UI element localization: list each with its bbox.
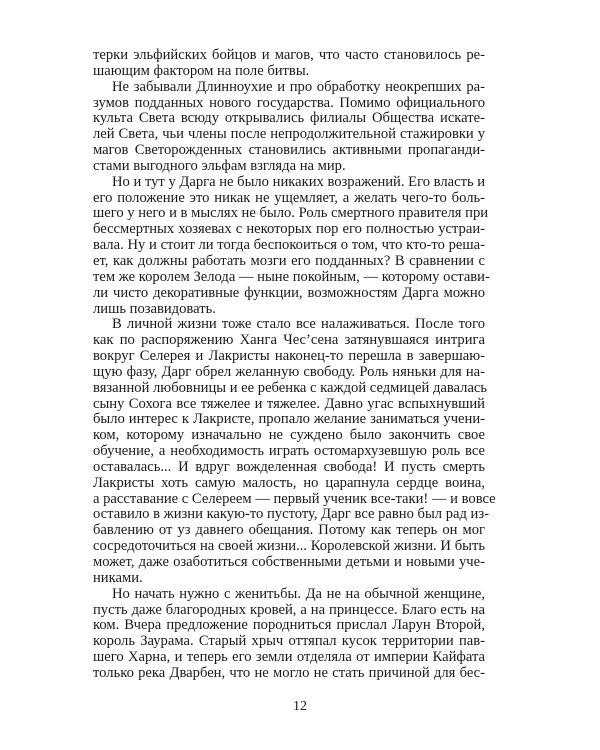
text-line: а расставание с Селереем — первый ученик все-таки! — и вовсе: [93, 490, 496, 507]
text-line: никами.: [93, 569, 143, 586]
text-line: только река Дварбен, что не могло не стать причиной для бес-: [93, 664, 485, 681]
text-line: король Заурама. Старый хрыч оттяпал кусок территории пав-: [93, 633, 485, 650]
text-line: бессмертных хозяевах с некоторых пор его полностью устраи-: [93, 221, 485, 238]
text-line: оставалась... И вдруг вожделенная свобода! И пусть смерть: [93, 458, 485, 475]
text-line: вала. Ну и стоит ли тогда беспокоиться о том, что кто-то реша-: [93, 237, 485, 254]
text-line: как по распоряжению Ханга Чес’сена затянувшаяся интрига: [93, 332, 485, 349]
text-line: бавлению от уз давнего обещания. Потому как теперь он мог: [93, 522, 485, 539]
text-line: тем же королем Зелода — ныне покойным, — которому остави-: [93, 268, 490, 285]
text-line: пусть даже благородных кровей, а на принцессе. Благо есть на: [93, 601, 485, 618]
text-line: может, даже озаботиться собственными детьми и новыми уче-: [93, 554, 485, 570]
text-line: ли чисто декоративные функции, возможностям Дарга можно: [93, 284, 485, 301]
text-line: шего Харна, и теперь его земли отделяла от империи Кайфата: [93, 649, 485, 666]
text-line: его положение это никак не ущемляет, а желать чего-то боль-: [93, 189, 485, 206]
page-number: 12: [293, 699, 307, 714]
text-line: Лакристы хоть самую малость, но царапнула сердце воина,: [93, 474, 485, 491]
text-line: сосредоточиться на своей жизни... Королевской жизни. И быть: [93, 538, 485, 555]
paragraph-first-line: Но начать нужно с женитьбы. Да не на обычной женщине,: [112, 585, 485, 602]
text-line: ет, как должны работать мозги его подданных? В сравнении с: [93, 252, 485, 269]
text-line: ком. Вчера предложение породниться прислал Ларун Второй,: [93, 617, 485, 634]
text-line: стами выгодного эльфам взгляда на мир.: [93, 157, 346, 174]
text-line: было интерес к Лакристе, пропало желание заниматься учени-: [93, 411, 485, 428]
paragraph-first-line: Но и тут у Дарга не было никаких возражений. Его власть и: [112, 173, 486, 190]
body-text: [93, 47, 496, 682]
text-line: обучение, а необходимость играть остомархузевшую роль все: [93, 443, 485, 460]
text-line: лей Света, чьи члены после непродолжительной стажировки у: [93, 126, 485, 143]
paragraph-first-line: Не забывали Длинноухие и про обработку неокрепших ра-: [112, 78, 485, 95]
text-line: шего у него и в мыслях не было. Роль смертного правителя при: [93, 205, 489, 222]
text-line: культа Света всюду открывались филиалы Общества искате-: [93, 110, 485, 127]
text-line: лишь позавидовать.: [93, 300, 216, 317]
paragraph-first-line: В личной жизни тоже стало все налаживаться. После того: [112, 316, 485, 333]
text-line: зумов подданных нового государства. Помимо официального: [93, 94, 485, 111]
text-line: сыну Сохога все тяжелее и тяжелее. Давно угас вспыхнувший: [93, 395, 485, 412]
text-line: вокруг Селерея и Лакристы наконец-то перешла в завершаю-: [93, 348, 485, 365]
text-line: вязанной любовницы и ее ребенка с каждой седмицей давалась: [93, 379, 488, 396]
text-line: щую фазу, Дарг обрел желанную свободу. Роль няньки для на-: [93, 363, 485, 380]
text-line: шающим фактором на поле битвы.: [93, 62, 310, 79]
text-line: терки эльфийских бойцов и магов, что часто становилось ре-: [93, 47, 485, 63]
text-line: оставило в жизни какую-то пустоту, Дарг все равно был рад из-: [93, 506, 489, 523]
text-line: ком, которому изначально не суждено было закончить свое: [93, 427, 485, 444]
text-line: магов Светорожденных становились активными пропаганди-: [93, 142, 485, 159]
